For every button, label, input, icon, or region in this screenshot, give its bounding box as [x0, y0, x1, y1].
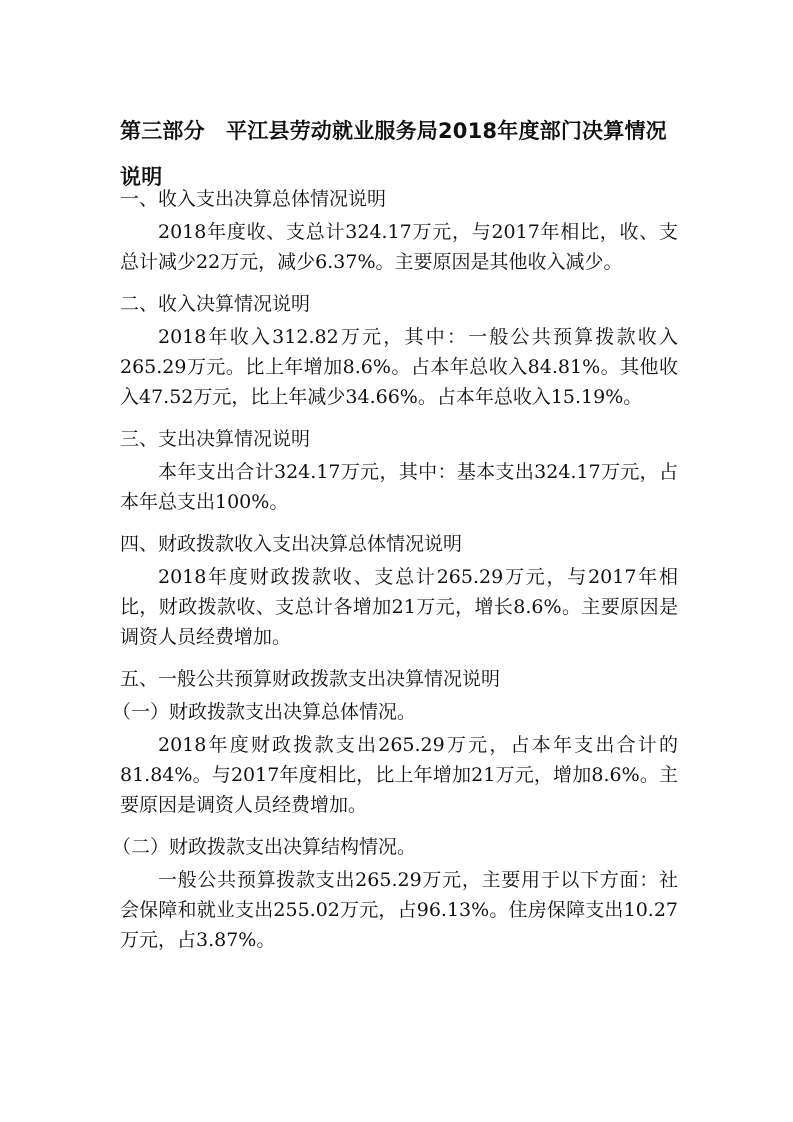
- subsection-heading: （一）财政拨款支出决算总体情况。: [112, 701, 417, 723]
- section-heading: 四、财政拨款收入支出决算总体情况说明: [120, 533, 463, 555]
- subsection-1: [112, 697, 678, 820]
- section-1: [120, 184, 678, 277]
- section-paragraph: 2018年度财政拨款收、支总计265.29万元，与2017年相比，财政拨款收、支总计各增加21万元，增长8.6%。主要原因是调资人员经费增加。: [120, 566, 678, 648]
- section-3: [120, 424, 678, 517]
- section-paragraph: 本年支出合计324.17万元，其中：基本支出324.17万元，占本年总支出100%。: [120, 461, 678, 513]
- document-title: 第三部分 平江县劳动就业服务局2018年度部门决算情况说明: [120, 119, 667, 189]
- section-5: [112, 664, 678, 955]
- section-paragraph: 2018年收入312.82万元，其中：一般公共预算拨款收入265.29万元。比上年增加8.6%。占本年总收入84.81%。其他收入47.52万元，比上年减少34.66%。占本年总收入15.19%。: [120, 326, 678, 408]
- section-heading: 二、收入决算情况说明: [120, 293, 311, 315]
- subsection-2: [112, 832, 678, 955]
- section-heading: 一、收入支出决算总体情况说明: [120, 188, 387, 210]
- section-4: [120, 529, 678, 652]
- document-body: [112, 184, 678, 967]
- subsection-paragraph: 一般公共预算拨款支出265.29万元，主要用于以下方面：社会保障和就业支出255.02万元，占96.13%。住房保障支出10.27万元，占3.87%。: [120, 869, 678, 951]
- section-heading: 三、支出决算情况说明: [120, 428, 311, 450]
- subsection-heading: （二）财政拨款支出决算结构情况。: [112, 836, 417, 858]
- section-2: [120, 289, 678, 412]
- section-paragraph: 2018年度收、支总计324.17万元，与2017年相比，收、支总计减少22万元，减少6.37%。主要原因是其他收入减少。: [120, 221, 678, 273]
- subsection-paragraph: 2018年度财政拨款支出265.29万元，占本年支出合计的81.84%。与2017年度相比，比上年增加21万元，增加8.6%。主要原因是调资人员经费增加。: [120, 734, 678, 816]
- section-heading: 五、一般公共预算财政拨款支出决算情况说明: [120, 668, 501, 690]
